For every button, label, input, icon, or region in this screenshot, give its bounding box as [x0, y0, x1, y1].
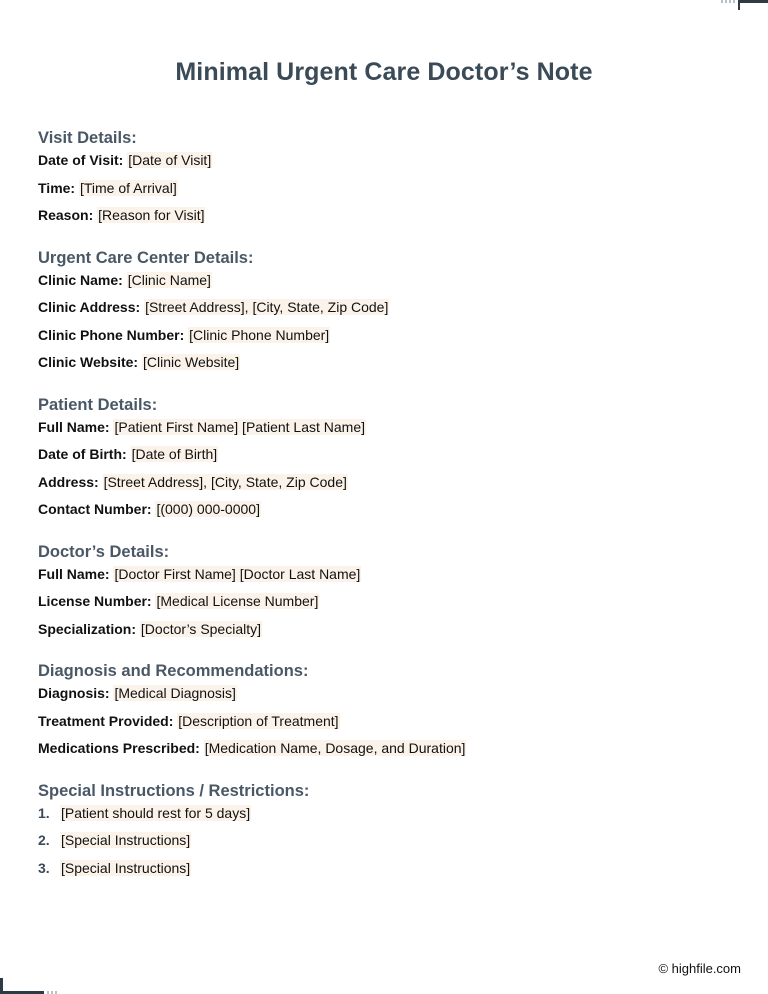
field-clinic-phone: [38, 325, 738, 353]
field-value[interactable]: [(000) 000-0000]: [156, 501, 260, 517]
list-item-text[interactable]: [Patient should rest for 5 days]: [61, 804, 251, 821]
field-label: Time:: [38, 179, 76, 196]
field-date-of-visit: [38, 150, 738, 178]
field-value[interactable]: [Street Address], [City, State, Zip Code]: [103, 473, 347, 490]
field-value[interactable]: [Date of Birth]: [131, 446, 218, 462]
field-value[interactable]: [Clinic Phone Number]: [189, 326, 330, 343]
list-item-text[interactable]: [Special Instructions]: [61, 832, 191, 848]
field-label: Medications Prescribed:: [38, 740, 200, 756]
corner-decoration-ticks: [721, 0, 735, 3]
field-label: Contact Number:: [38, 501, 152, 517]
field-clinic-address: [38, 297, 738, 325]
field-doctor-full-name: [38, 564, 738, 592]
field-label: Reason:: [38, 207, 94, 223]
copyright-footer: © highfile.com: [658, 961, 741, 976]
list-item: [38, 858, 738, 886]
field-clinic-name: [38, 270, 738, 298]
field-value[interactable]: [Medical License Number]: [156, 593, 319, 609]
field-label: Treatment Provided:: [38, 712, 174, 729]
field-value[interactable]: [Reason for Visit]: [98, 207, 205, 223]
corner-decoration-top-right: [738, 0, 768, 3]
list-item: [38, 830, 738, 858]
field-label: Date of Visit:: [38, 152, 124, 168]
field-label: Specialization:: [38, 620, 137, 637]
field-label: Full Name:: [38, 418, 110, 435]
section-heading-instructions: Special Instructions / Restrictions:: [38, 781, 310, 800]
field-label: Clinic Phone Number:: [38, 326, 185, 343]
field-label: License Number:: [38, 593, 152, 609]
field-treatment-provided: [38, 711, 738, 739]
field-label: Clinic Name:: [38, 271, 123, 288]
document-body: [38, 126, 738, 885]
field-value[interactable]: [Patient First Name] [Patient Last Name]: [114, 418, 366, 435]
field-label: Full Name:: [38, 565, 110, 582]
field-label: Diagnosis:: [38, 685, 110, 701]
field-label: Clinic Address:: [38, 299, 141, 315]
field-time: [38, 178, 738, 206]
field-value[interactable]: [Clinic Website]: [142, 354, 240, 370]
field-specialization: [38, 619, 738, 647]
field-label: Date of Birth:: [38, 446, 127, 462]
field-reason: [38, 205, 738, 233]
field-value[interactable]: [Medical Diagnosis]: [114, 685, 236, 701]
field-value[interactable]: [Date of Visit]: [128, 152, 212, 168]
field-label: Address:: [38, 473, 99, 490]
field-contact-number: [38, 499, 738, 527]
page-title: Minimal Urgent Care Doctor’s Note: [175, 58, 593, 86]
section-heading-diagnosis: Diagnosis and Recommendations:: [38, 662, 309, 680]
field-value[interactable]: [Medication Name, Dosage, and Duration]: [204, 740, 466, 756]
field-value[interactable]: [Doctor First Name] [Doctor Last Name]: [114, 565, 361, 582]
section-heading-visit: Visit Details:: [38, 129, 137, 147]
section-heading-patient: Patient Details:: [38, 395, 158, 414]
field-license-number: [38, 591, 738, 619]
list-item: [38, 803, 738, 831]
list-number: 3.: [38, 859, 50, 876]
field-patient-address: [38, 472, 738, 500]
list-item-text[interactable]: [Special Instructions]: [61, 859, 191, 876]
section-heading-clinic: Urgent Care Center Details:: [38, 248, 254, 267]
field-patient-full-name: [38, 417, 738, 445]
field-clinic-website: [38, 352, 738, 380]
field-medications-prescribed: [38, 738, 738, 766]
field-value[interactable]: [Street Address], [City, State, Zip Code]: [145, 299, 389, 315]
section-heading-doctor: Doctor’s Details:: [38, 542, 170, 561]
field-value[interactable]: [Time of Arrival]: [79, 179, 177, 196]
field-value[interactable]: [Clinic Name]: [127, 271, 211, 288]
field-value[interactable]: [Description of Treatment]: [178, 712, 339, 729]
list-number: 2.: [38, 832, 50, 848]
list-number: 1.: [38, 804, 50, 821]
field-diagnosis: [38, 683, 738, 711]
field-value[interactable]: [Doctor’s Specialty]: [140, 620, 262, 637]
field-date-of-birth: [38, 444, 738, 472]
field-label: Clinic Website:: [38, 354, 139, 370]
